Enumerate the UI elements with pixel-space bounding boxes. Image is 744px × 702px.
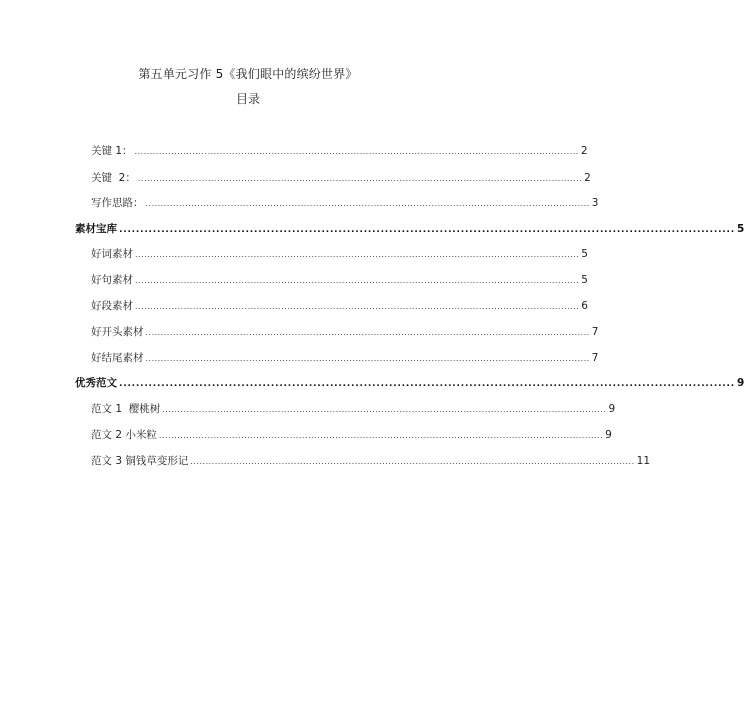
toc-entry-essay-3[interactable] [91,453,651,469]
toc-dot-leader: .................................................................................................................................................. [190,457,635,466]
toc-page-number: 5 [581,248,588,260]
toc-dot-leader: .................................................................................................................................................. [135,250,580,259]
toc-dot-leader: .................................................................................................................................................. [137,174,583,183]
toc-page-number: 11 [636,455,651,467]
toc-entry-label: 好句素材 [91,274,133,286]
toc-entry-essay-2[interactable] [91,427,612,443]
toc-page-number: 2 [580,145,588,157]
toc-entry-label: 范文 1 樱桃树 [91,403,161,415]
toc-entry-good-words[interactable] [91,246,588,262]
toc-entry-writing-ideas[interactable] [91,195,599,211]
toc-entry-label: 优秀范文 [75,377,117,389]
toc-page-number: 3 [591,197,599,209]
toc-entry-label: 范文 2 小米粒 [91,429,157,441]
toc-entry-key-1[interactable] [91,143,588,159]
toc-entry-good-openings[interactable] [91,324,599,340]
toc-entry-good-endings[interactable] [91,350,599,366]
toc-entry-label: 关键 2： [91,172,136,184]
toc-dot-leader: .................................................................................................................................................. [145,199,590,208]
toc-entry-label: 范文 3 铜钱草变形记 [91,455,189,467]
toc-page-number: 5 [581,274,588,286]
toc-entry-label: 写作思路： [91,197,144,209]
toc-entry-excellent-essays[interactable] [75,375,744,391]
toc-page-number: 9 [605,429,612,441]
toc-entry-label: 关键 1： [91,145,133,157]
toc-entry-good-paragraphs[interactable] [91,298,588,314]
toc-entry-key-2[interactable] [91,170,591,186]
toc-dot-leader: .................................................................................................................................................. [145,328,590,337]
toc-dot-leader: .................................................................................................................................................. [162,405,607,414]
toc-entry-label: 好开头素材 [91,326,144,338]
toc-dot-leader: .................................................................................................................................................. [145,354,590,363]
toc-page-number: 2 [584,172,591,184]
toc-dot-leader: .................................................................................................................................................. [119,225,735,235]
toc-entry-label: 素材宝库 [75,223,117,235]
toc-dot-leader: .................................................................................................................................................. [119,379,735,389]
toc-entry-label: 好段素材 [91,300,133,312]
toc-page-number: 9 [736,377,744,389]
toc-dot-leader: .................................................................................................................................................. [135,302,580,311]
toc-page-number: 6 [581,300,588,312]
toc-entry-label: 好结尾素材 [91,352,144,364]
toc-page-number: 7 [591,326,599,338]
toc-dot-leader: .................................................................................................................................................. [134,147,579,156]
toc-dot-leader: .................................................................................................................................................. [158,431,604,440]
toc-page-number: 9 [608,403,616,415]
toc-dot-leader: .................................................................................................................................................. [135,276,580,285]
toc-entry-good-sentences[interactable] [91,272,588,288]
toc-page-number: 5 [736,223,744,235]
toc-heading: 目录 [235,92,260,106]
toc-entry-material-treasury[interactable] [75,221,744,237]
toc-entry-essay-1[interactable] [91,401,616,417]
toc-entry-label: 好词素材 [91,248,133,260]
document-title: 第五单元习作 5《我们眼中的缤纷世界》 [138,67,358,81]
toc-page-number: 7 [591,352,599,364]
